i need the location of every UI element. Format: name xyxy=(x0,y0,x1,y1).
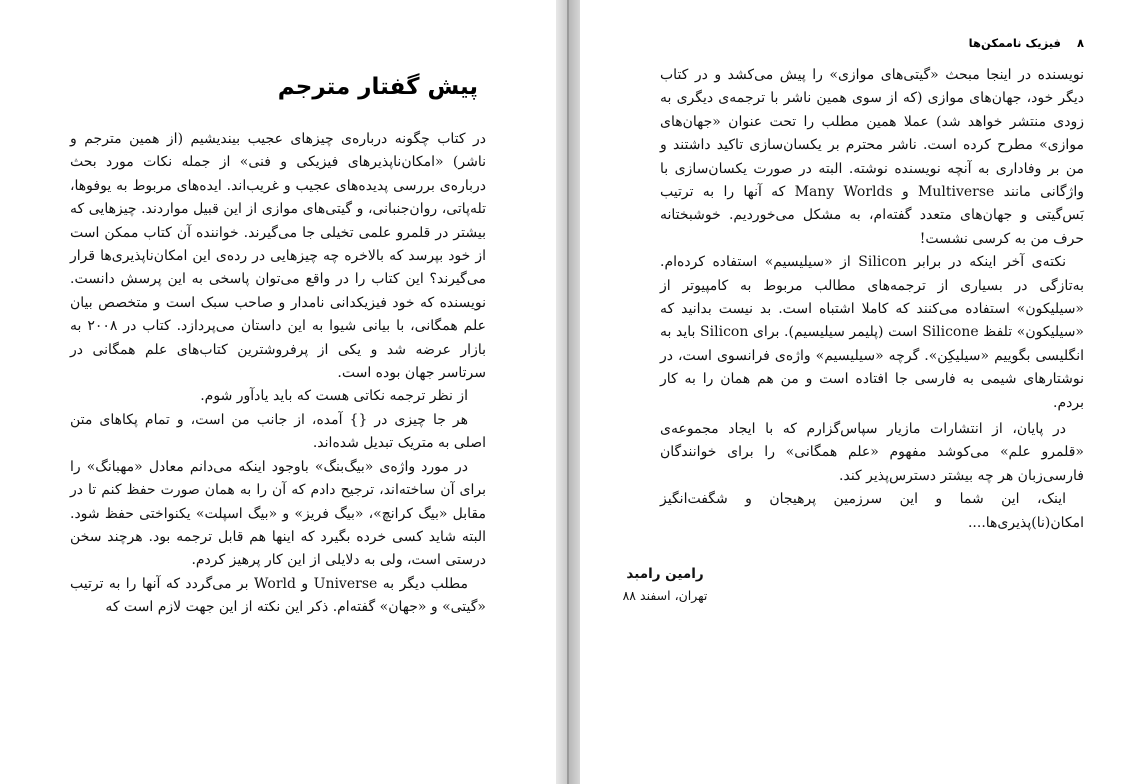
paragraph: در پایان، از انتشارات مازیار سپاس‌گزارم که با ایجاد مجموعه‌ی «قلمرو علم» می‌کوشد مفهوم «علم همگانی» را برای خوانندگان فارسی‌زبان هر چه بیشتر دسترس‌پذیر کند. xyxy=(660,421,1084,484)
paragraph: نکته‌ی آخر اینکه در برابر Silicon از «سیلیسیم» استفاده کرده‌ام. به‌تازگی در بسیاری از ترجمه‌های مطالب مربوط به کامپیوتر از «سیلیکون» استفاده می‌کنند که کاملا اشتباه است. بد نیست بدانید که «سیلیکون» تلفظ Silicone است (پلیمر سیلیسیم). برای Silicon باید به انگلیسی بگوییم «سیلیکِن». گرچه «سیلیسیم» واژه‌ی فرانسوی است، در نوشتارهای شیمی به فارسی جا افتاده است و من هم همان را به کار بردم. xyxy=(660,254,1084,411)
translator-signature xyxy=(620,563,710,607)
page-number: ۸ xyxy=(1076,36,1084,50)
left-page-body xyxy=(70,128,486,620)
page-title: پیش گفتار مترجم xyxy=(277,74,478,100)
closing-section xyxy=(660,418,1084,535)
paragraph: در مورد واژه‌ی «بیگ‌بنگ» باوجود اینکه می‌دانم معادل «مهبانگ» را برای آن ساخته‌اند، ترجیح دادم که آن را به همان صورت حفظ کنم تا در مقابل «بیگ کرانچ»، «بیگ فریز» و «بیگ اسپلت» یکنواختی حفظ شود. البته شاید کسی خرده بگیرد که اینها هم قابل ترجمه بود. هرچند سخن درستی است، ولی به دلایلی از این کار پرهیز کردم. xyxy=(70,458,486,569)
gutter-divider xyxy=(567,0,569,784)
paragraph: از نظر ترجمه نکاتی هست که باید یادآور شوم. xyxy=(200,388,468,405)
right-page xyxy=(580,0,1126,784)
paragraph: اینک، این شما و این سرزمین پرهیجان و شگفت‌انگیز امکان(نا)پذیری‌ها.... xyxy=(660,491,1084,531)
paragraph: مطلب دیگر به Universe و World بر می‌گردد که آنها را به ترتیب «گیتی» و «جهان» گفته‌ام. ذکر این نکته از این جهت لازم است که xyxy=(70,575,486,616)
right-page-body xyxy=(660,64,1084,415)
signature-name: رامین رامبد xyxy=(626,566,704,582)
paragraph: در کتاب چگونه درباره‌ی چیزهای عجیب بیندیشیم (از همین مترجم و ناشر) «امکان‌ناپذیرهای فیزیکی و فنی» از جمله نکات مورد بحث درباره‌ی بررسی پدیده‌های عجیب و غریب‌اند. ایده‌های مربوط به یوفوها، تله‌پاتی، روان‌جنبانی، و گیتی‌های موازی از این قبیل مواردند. چیزهایی که بیشتر در قلمرو علمی تخیلی جا می‌گیرند. خواننده آن کتاب ممکن است از خود بپرسد که بالاخره چه چیزهایی در رده‌ی این امکان‌ناپذیری‌ها قرار می‌گیرند؟ این کتاب را در واقع می‌توان پاسخی به این پرسش دانست. نویسنده که خود فیزیکدانی نامدار و صاحب سبک است و متخصص بیان علم همگانی، با بیانی شیوا به این داستان می‌پردازد. کتاب در ۲۰۰۸ به بازار عرضه شد و یکی از پرفروشترین کتاب‌های علم همگانی در سرتاسر جهان بوده است. xyxy=(70,131,486,382)
paragraph: هر جا چیزی در {} آمده، از جانب من است، و تمام پکاهای متن اصلی به متریک تبدیل شده‌اند. xyxy=(70,411,486,452)
paragraph: نویسنده در اینجا مبحث «گیتی‌های موازی» را پیش می‌کشد و در کتاب دیگر خود، جهان‌های موازی (که از سوی همین ناشر با ترجمه‌ی دیگری به زودی منتشر خواهد شد) عملا همین مطلب را تحت عنوان «جهان‌های موازی» مطرح کرده است. ناشر محترم بر یکسان‌سازی تاکید داشتند و من بر وفاداری به آنچه نویسنده نوشته. البته در صورت یکسان‌سازی با واژگانی مانند Multiverse و Many Worlds که آنها را به ترتیب بَس‌گیتی و جهان‌های متعدد گفته‌ام، به مشکل می‌خوردیم. خوشبختانه حرف من به کرسی نشست! xyxy=(660,67,1085,247)
left-page xyxy=(0,0,556,784)
running-header xyxy=(969,36,1084,50)
running-header-title: فیزیک ناممکن‌ها xyxy=(968,36,1061,50)
signature-place-date: تهران، اسفند ۸۸ xyxy=(622,588,708,603)
